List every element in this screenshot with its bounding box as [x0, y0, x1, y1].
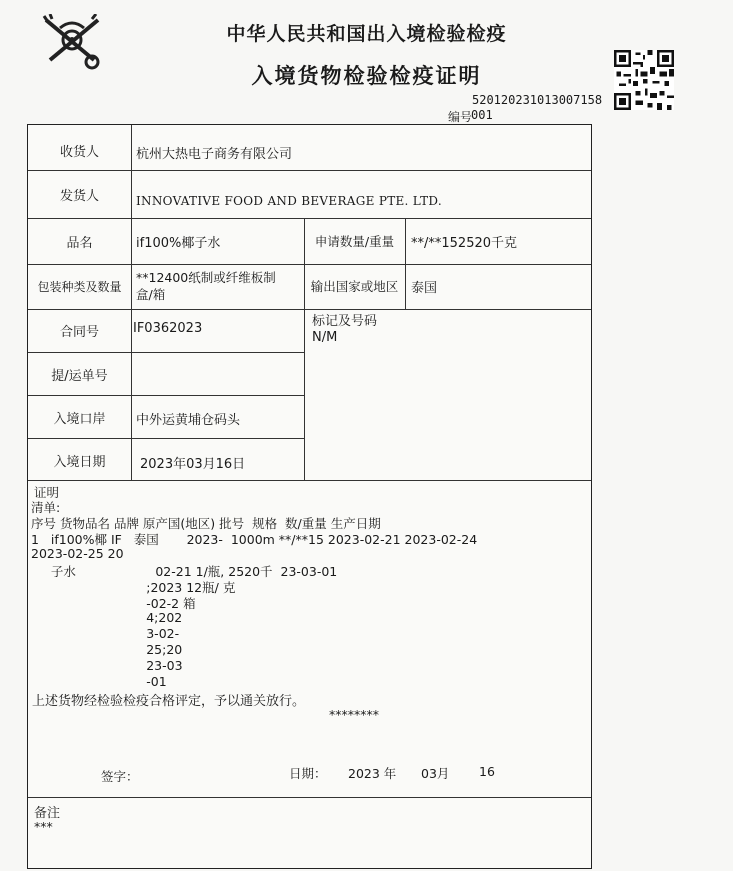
list-row-line: 25;20 [31, 642, 183, 657]
list-column-headers: 序号 货物品名 品牌 原产国(地区) 批号 规格 数/重量 生产日期 [31, 516, 381, 531]
quantity-label: 申请数量/重量 [314, 234, 395, 249]
marks-value: N/M [312, 330, 338, 345]
consignee-value: 杭州大热电子商务有限公司 [136, 147, 293, 162]
issue-date-day: 16 [479, 764, 495, 779]
list-row-line: 1 if100%椰 IF 泰国 2023- 1000m **/**15 2023-02-21 2023-02-24 [31, 532, 478, 547]
signature-label: 签字： [101, 769, 139, 784]
origin-country-label: 输出国家或地区 [310, 279, 399, 294]
goods-name-label: 品名 [66, 236, 93, 251]
title-line1: 中华人民共和国出入境检验检疫 [226, 23, 507, 45]
contract-no-value: IF0362023 [133, 321, 203, 336]
list-row-line: 23-03 [31, 658, 183, 673]
list-row-line: -01 [31, 674, 167, 689]
number-value: 001 [471, 108, 493, 122]
marks-label: 标记及号码 [312, 314, 378, 329]
packing-label: 包装种类及数量 [37, 280, 122, 294]
remarks-value: *** [34, 819, 53, 834]
issue-date-year: 2023 年 [348, 766, 397, 781]
bill-of-lading-label: 提/运单号 [51, 369, 108, 384]
entry-port-label: 入境口岸 [53, 412, 106, 427]
packing-value-line2: 盒/箱 [136, 287, 166, 302]
entry-date-label: 入境日期 [53, 455, 106, 470]
list-row-line: 4;202 [31, 610, 183, 625]
list-row-line: ;2023 12瓶/ 克 [31, 580, 236, 595]
stars-mark: ******** [329, 707, 379, 722]
entry-date-value: 2023年03月16日 [140, 457, 246, 472]
origin-country-value: 泰国 [411, 281, 438, 296]
contract-no-label: 合同号 [59, 325, 99, 340]
qr-code [614, 50, 674, 110]
inspection-form [27, 124, 592, 869]
list-label: 清单: [31, 500, 61, 515]
conclusion-text: 上述货物经检验检疫合格评定，予以通关放行。 [32, 694, 306, 709]
list-row-line: 2023-02-25 20 [31, 546, 124, 561]
list-row-line: 3-02- [31, 626, 180, 641]
remarks-label: 备注 [34, 806, 61, 821]
issue-date-month: 03月 [421, 766, 450, 781]
consignor-label: 发货人 [59, 189, 99, 204]
packing-value-line1: **12400纸制或纤维板制 [136, 270, 276, 285]
list-row-line: -02-2 箱 [31, 596, 196, 611]
consignor-value: INNOVATIVE FOOD AND BEVERAGE PTE. LTD. [136, 194, 442, 208]
consignee-label: 收货人 [59, 145, 99, 160]
document-title: 入境货物检验检疫证明 [251, 64, 482, 88]
certificate-serial-number: 520120231013007158 [472, 93, 603, 107]
goods-name-value: if100%椰子水 [136, 236, 221, 251]
list-row-line: 子水 02-21 1/瓶, 2520千 23-03-01 [31, 564, 338, 579]
issue-date-label: 日期： [289, 766, 327, 781]
quantity-value: **/**152520千克 [411, 236, 518, 251]
certificate-heading: 证明 [34, 485, 60, 500]
number-label: 编号 [448, 110, 473, 124]
entry-port-value: 中外运黄埔仓码头 [136, 413, 241, 428]
